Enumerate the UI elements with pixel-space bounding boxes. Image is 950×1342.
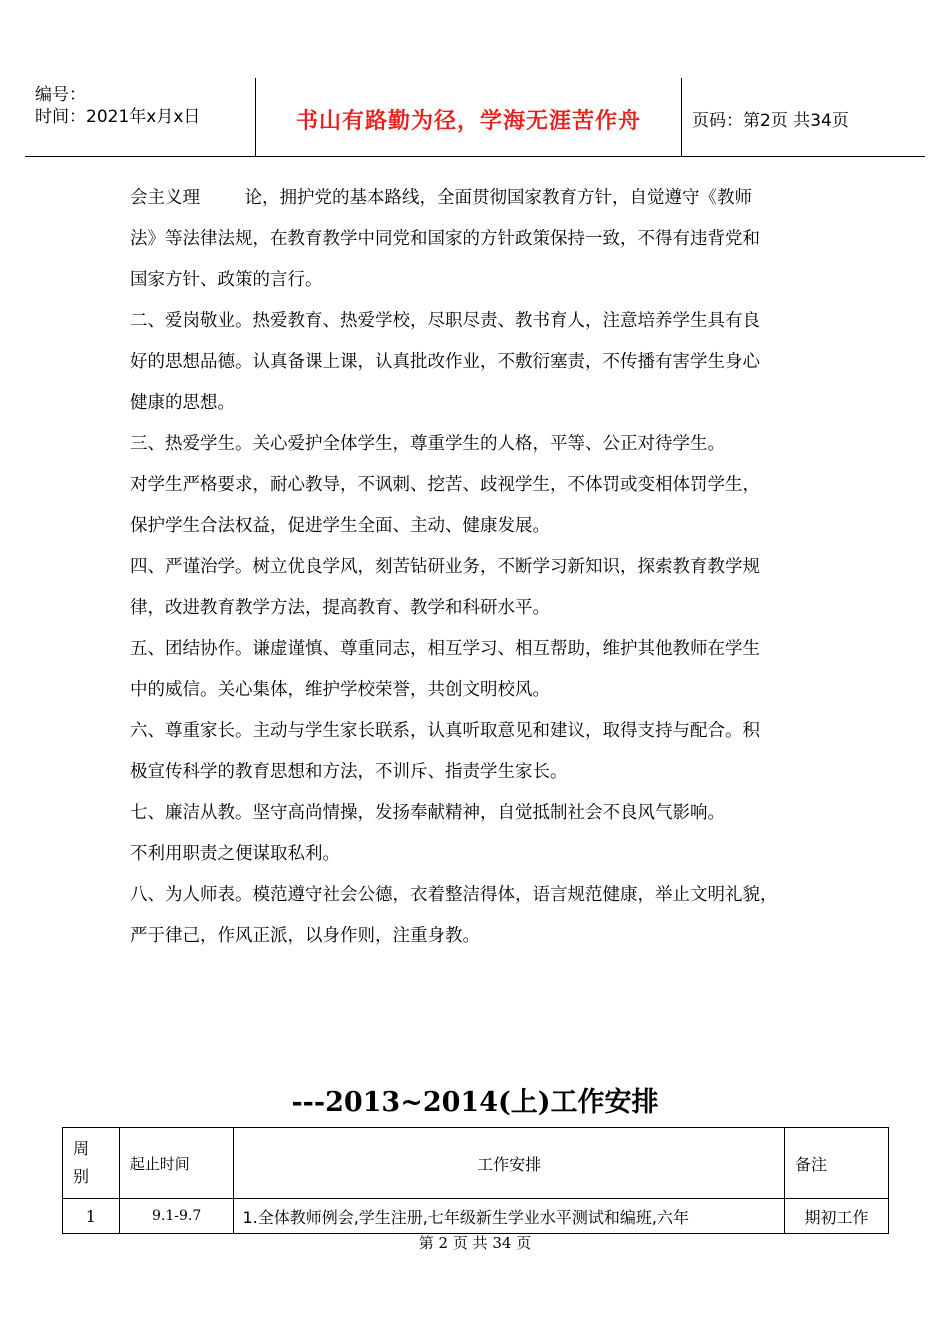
body-line: 不利用职责之便谋取私利。 <box>130 844 340 864</box>
table-row <box>63 1199 889 1234</box>
header-period: 起止时间 <box>119 1128 234 1199</box>
body-line: 三、热爱学生。关心爱护全体学生，尊重学生的人格，平等、公正对待学生。 <box>130 434 725 454</box>
body-line: 健康的思想。 <box>130 393 235 413</box>
document-body <box>130 178 830 957</box>
cell-work: 1.全体教师例会,学生注册,七年级新生学业水平测试和编班,六年 <box>234 1199 785 1234</box>
cell-period: 9.1-9.7 <box>119 1199 234 1234</box>
schedule-table <box>62 1127 889 1234</box>
table-header-row <box>63 1128 889 1199</box>
header-week: 周 别 <box>63 1128 120 1199</box>
body-line: 二、爱岗敬业。热爱教育、热爱学校，尽职尽责、教书育人，注意培养学生具有良 <box>130 311 760 331</box>
header-motto: 书山有路勤为径，学海无涯苦作舟 <box>295 109 641 134</box>
body-line: 会主义理 论，拥护党的基本路线，全面贯彻国家教育方针，自觉遵守《教师 <box>130 188 752 208</box>
header-page-cell <box>680 78 925 156</box>
body-line: 五、团结协作。谦虚谨慎、尊重同志，相互学习、相互帮助，维护其他教师在学生 <box>130 639 760 659</box>
body-line: 好的思想品德。认真备课上课，认真批改作业，不敷衍塞责，不传播有害学生身心 <box>130 352 760 372</box>
page-header <box>25 78 925 157</box>
doc-time-label: 时间：2021年x月x日 <box>35 107 201 127</box>
schedule-title: ---2013~2014(上)工作安排 <box>291 1087 659 1118</box>
header-motto-cell <box>255 78 682 156</box>
body-line: 七、廉洁从教。坚守高尚情操，发扬奉献精神，自觉抵制社会不良风气影响。 <box>130 803 725 823</box>
body-line: 保护学生合法权益，促进学生全面、主动、健康发展。 <box>130 516 550 536</box>
body-line: 四、严谨治学。树立优良学风，刻苦钻研业务，不断学习新知识，探索教育教学规 <box>130 557 760 577</box>
page-footer: 第 2 页 共 34 页 <box>418 1234 532 1252</box>
header-meta <box>25 78 255 156</box>
cell-note: 期初工作 <box>784 1199 888 1234</box>
body-line: 对学生严格要求，耐心教导，不讽刺、挖苦、歧视学生，不体罚或变相体罚学生， <box>130 475 760 495</box>
header-note: 备注 <box>784 1128 888 1199</box>
cell-week: 1 <box>63 1199 120 1234</box>
body-line: 严于律己，作风正派，以身作则，注重身教。 <box>130 926 480 946</box>
body-line: 极宣传科学的教育思想和方法，不训斥、指责学生家长。 <box>130 762 568 782</box>
body-line: 国家方针、政策的言行。 <box>130 270 323 290</box>
header-page-info: 页码：第2页 共34页 <box>692 111 849 131</box>
body-line: 六、尊重家长。主动与学生家长联系，认真听取意见和建议，取得支持与配合。积 <box>130 721 760 741</box>
header-work: 工作安排 <box>234 1128 785 1199</box>
body-line: 法》等法律法规，在教育教学中同党和国家的方针政策保持一致，不得有违背党和 <box>130 229 760 249</box>
body-line: 八、为人师表。模范遵守社会公德，衣着整洁得体，语言规范健康，举止文明礼貌， <box>130 885 778 905</box>
body-line: 律，改进教育教学方法，提高教育、教学和科研水平。 <box>130 598 550 618</box>
doc-number-label: 编号： <box>35 85 86 105</box>
body-line: 中的威信。关心集体，维护学校荣誉，共创文明校风。 <box>130 680 550 700</box>
